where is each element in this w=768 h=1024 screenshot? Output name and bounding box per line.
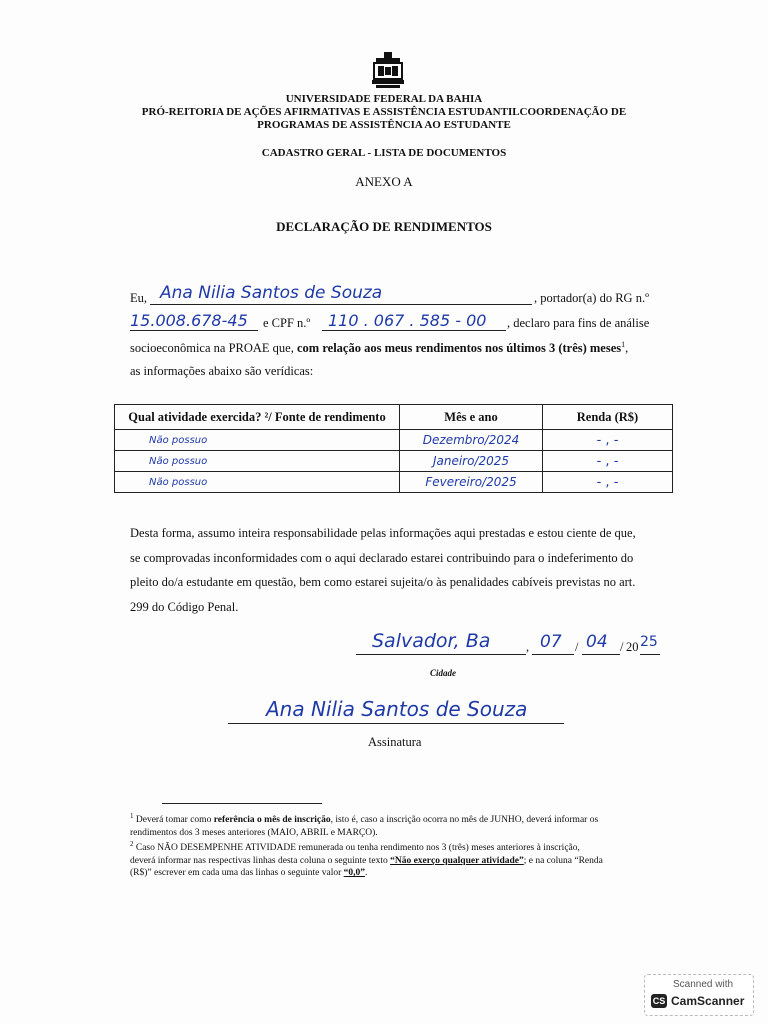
- cpf-underline: [322, 330, 506, 331]
- camscanner-watermark: [644, 974, 754, 1016]
- rg-underline: [130, 330, 258, 331]
- camscanner-brand: CamScanner: [671, 994, 745, 1008]
- signature-label: Assinatura: [368, 735, 422, 749]
- declaration-line-4: as informações abaixo são verídicas:: [130, 364, 314, 378]
- day-handwritten: 07: [540, 632, 562, 652]
- day-underline: [532, 654, 574, 655]
- row-activity: Não possuo: [115, 451, 400, 472]
- responsibility-paragraph: [130, 521, 670, 619]
- row-month: Janeiro/2025: [400, 451, 543, 472]
- header-line-2: PRÓ-REITORIA DE AÇÕES AFIRMATIVAS E ASSISTÊNCIA ESTUDANTILCOORDENAÇÃO DE: [141, 106, 627, 118]
- camscanner-logo-icon: CS: [652, 996, 666, 1006]
- rg-label: , portador(a) do RG n.º: [534, 291, 649, 305]
- header-month: Mês e ano: [400, 405, 543, 430]
- document-title: DECLARAÇÃO DE RENDIMENTOS: [276, 219, 492, 234]
- name-handwritten: Ana Nilia Santos de Souza: [160, 283, 383, 303]
- date-separator-2: /: [575, 640, 579, 654]
- year-underline: [640, 654, 660, 655]
- responsibility-line-2: se comprovadas inconformidades com o aqui declarado estarei contribuindo para o indeferimento do: [130, 550, 634, 565]
- row-month: Dezembro/2024: [400, 430, 543, 451]
- document-subtitle: CADASTRO GERAL - LISTA DE DOCUMENTOS: [261, 147, 507, 159]
- cpf-handwritten: 110 . 067 . 585 - 00: [328, 311, 487, 330]
- row-activity: Não possuo: [115, 472, 400, 493]
- table-row: [115, 472, 673, 493]
- row-month: Fevereiro/2025: [400, 472, 543, 493]
- header-income: Renda (R$): [543, 405, 673, 430]
- annex-label: ANEXO A: [355, 174, 413, 189]
- footnote-1: $^1$ Deverá tomar como referência o mês de inscrição, isto é, caso a inscrição ocorra no mês de JUNHO, deverá informar os rendimentos dos 3 meses anteriores (MAIO, ABRIL e MARÇO).: [130, 812, 599, 838]
- city-underline: [356, 654, 526, 655]
- year-handwritten: 25: [640, 634, 658, 650]
- declaration-after-cpf: , declaro para fins de análise: [507, 316, 650, 330]
- university-name: UNIVERSIDADE FEDERAL DA BAHIA: [285, 93, 483, 105]
- income-table: [114, 404, 673, 493]
- declaration-line-3: socioeconômica na PROAE que, com relação aos meus rendimentos nos últimos 3 (três) meses$^1$,: [130, 340, 629, 356]
- month-underline: [582, 654, 620, 655]
- header-activity: Qual atividade exercida? ²/ Fonte de rendimento: [115, 405, 400, 430]
- table-row: [115, 430, 673, 451]
- table-row: [115, 451, 673, 472]
- city-label: Cidade: [430, 668, 456, 678]
- row-activity: Não possuo: [115, 430, 400, 451]
- row-income: - , -: [543, 451, 673, 472]
- signature-underline: [228, 723, 564, 724]
- date-separator-1: ,: [526, 640, 530, 654]
- row-income: - , -: [543, 472, 673, 493]
- responsibility-line-3: pleito do/a estudante em questão, bem como estarei sujeita/o às penalidades cabíveis previstas no art.: [130, 575, 636, 589]
- footnote-divider: [162, 803, 322, 804]
- month-handwritten: 04: [586, 632, 608, 652]
- row-income: - , -: [543, 430, 673, 451]
- table-header-row: [115, 405, 673, 430]
- cpf-label: e CPF n.º: [263, 316, 311, 330]
- responsibility-line-4: 299 do Código Penal.: [130, 599, 239, 614]
- rg-handwritten: 15.008.678-45: [130, 311, 248, 330]
- ufba-crest-logo: [370, 52, 406, 92]
- signature-handwritten: Ana Nilia Santos de Souza: [266, 697, 528, 721]
- scanned-with-label: Scanned with: [673, 979, 734, 990]
- name-underline: [150, 304, 532, 305]
- date-separator-3: /: [620, 640, 624, 654]
- footnote-2: $^2$ Caso NÃO DESEMPENHE ATIVIDADE remunerada ou tenha rendimento nos 3 (três) meses anteriores à inscrição, deverá informar nas respectivas linhas desta coluna o seguinte texto “Não exerço qualquer atividade”; e na coluna “Renda (R$)” escrever em cada uma das linhas o seguinte valor “0,0”.: [130, 840, 603, 879]
- header-line-3: PROGRAMAS DE ASSISTÊNCIA AO ESTUDANTE: [257, 119, 511, 131]
- eu-label: Eu,: [130, 291, 148, 305]
- city-handwritten: Salvador, Ba: [372, 630, 491, 652]
- responsibility-line-1: Desta forma, assumo inteira responsabilidade pelas informações aqui prestadas e estou ciente de que,: [130, 526, 636, 540]
- year-prefix: 20: [626, 640, 639, 654]
